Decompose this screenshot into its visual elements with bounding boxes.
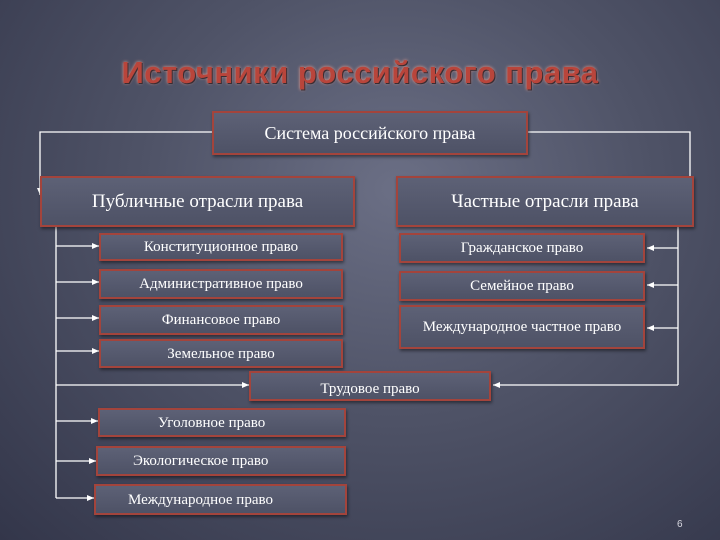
public-branch-node: Публичные отрасли права	[40, 176, 355, 227]
private-item-civil: Гражданское право	[399, 233, 645, 263]
root-node: Система российского права	[212, 111, 528, 155]
public-item-ecological: Экологическое право	[96, 446, 346, 476]
private-item-family: Семейное право	[399, 271, 645, 301]
private-branch-node: Частные отрасли права	[396, 176, 694, 227]
public-item-administrative: Административное право	[99, 269, 343, 299]
public-item-financial: Финансовое право	[99, 305, 343, 335]
private-item-international: Международное частное право	[399, 305, 645, 349]
public-item-international: Международное право	[94, 484, 347, 515]
public-item-land: Земельное право	[99, 339, 343, 368]
page-number: 6	[677, 519, 683, 530]
slide-title: Источники российского права	[121, 55, 599, 90]
public-item-constitutional: Конституционное право	[99, 233, 343, 261]
public-item-criminal: Уголовное право	[98, 408, 346, 437]
shared-item-labour: Трудовое право	[249, 371, 491, 401]
